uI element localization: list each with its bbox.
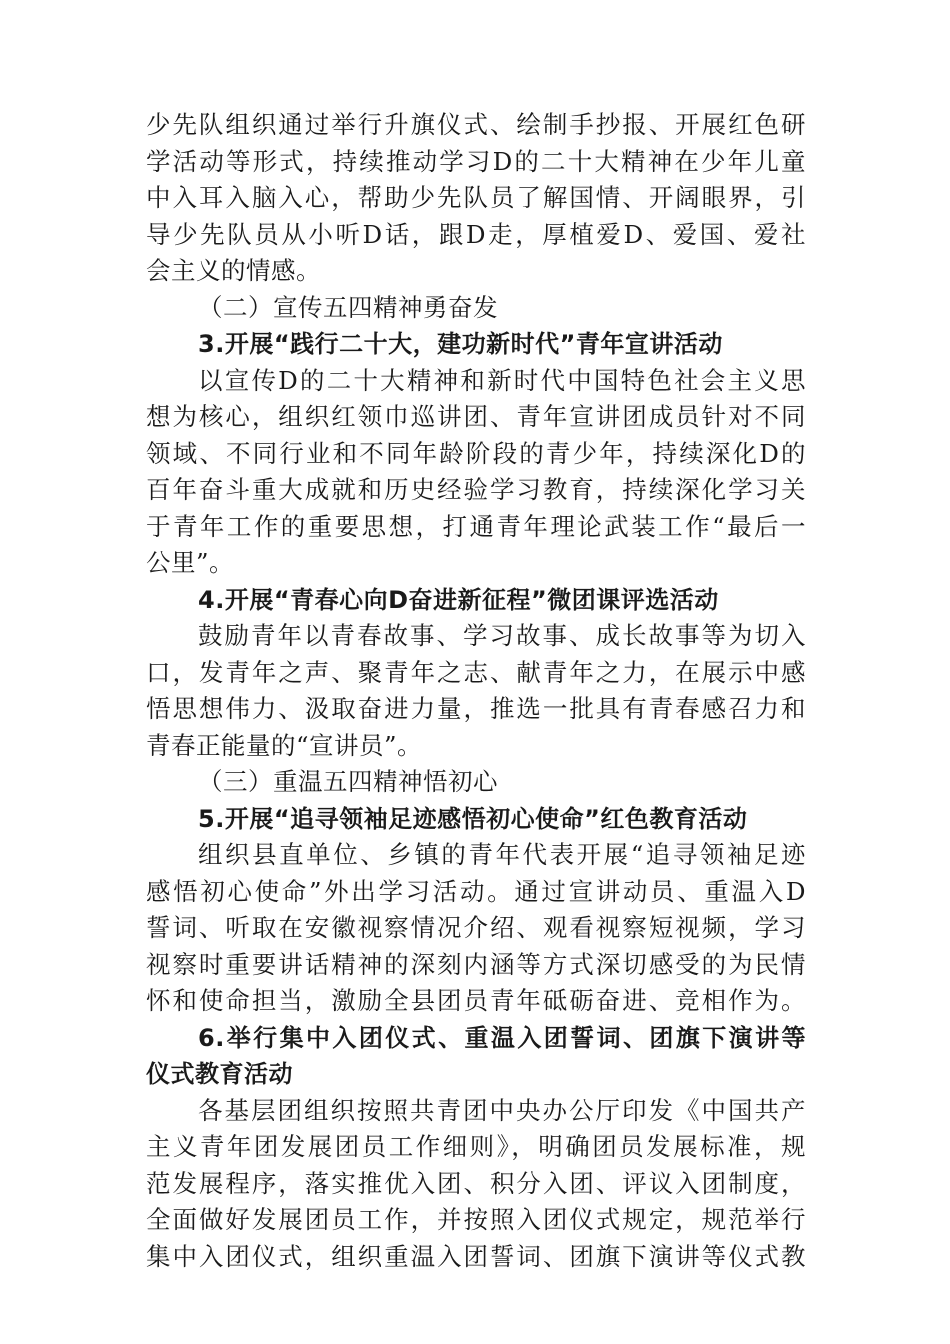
text-line: 百年奋斗重大成就和历史经验学习教育，持续深化学习关 xyxy=(146,475,806,504)
text-line: 怀和使命担当，激励全县团员青年砥砺奋进、竞相作为。 xyxy=(146,986,806,1015)
text-line: 领域、不同行业和不同年龄阶段的青少年，持续深化D的 xyxy=(146,438,806,468)
paragraph xyxy=(146,363,806,582)
text-line: 导少先队员从小听D话，跟D走，厚植爱D、爱国、爱社 xyxy=(146,219,806,249)
heading-text: 仪式教育活动 xyxy=(146,1060,293,1088)
text-line: 口，发青年之声、聚青年之志、献青年之力，在展示中感 xyxy=(146,657,806,687)
subheading-text: （二）宣传五四精神勇奋发 xyxy=(198,292,498,322)
text-line: 全面做好发展团员工作，并按照入团仪式规定，规范举行 xyxy=(146,1205,806,1234)
document-page xyxy=(146,107,806,1275)
paragraph xyxy=(146,837,806,1020)
text-line: 鼓励青年以青春故事、学习故事、成长故事等为切入 xyxy=(198,621,806,650)
text-line: 各基层团组织按照共青团中央办公厅印发《中国共产 xyxy=(198,1095,806,1125)
section-heading xyxy=(146,582,806,619)
section-subheading xyxy=(146,764,806,801)
text-line: 视察时重要讲话精神的深刻内涵等方式深切感受的为民情 xyxy=(146,949,806,979)
heading-text: 5.开展“追寻领袖足迹感悟初心使命”红色教育活动 xyxy=(198,804,748,833)
text-line: 范发展程序，落实推优入团、积分入团、评议入团制度， xyxy=(146,1168,806,1198)
text-line: 悟思想伟力、汲取奋进力量，推选一批具有青春感召力和 xyxy=(146,694,806,723)
heading-text: 4.开展“青春心向D奋进新征程”微团课评选活动 xyxy=(198,585,719,614)
section-heading xyxy=(146,801,806,838)
text-line: 学活动等形式，持续推动学习D的二十大精神在少年儿童 xyxy=(146,146,806,176)
text-line: 少先队组织通过举行升旗仪式、绘制手抄报、开展红色研 xyxy=(146,110,806,139)
section-subheading xyxy=(146,290,806,327)
text-line: 青春正能量的“宣讲员”。 xyxy=(146,730,423,760)
paragraph xyxy=(146,1093,806,1276)
text-line: 主义青年团发展团员工作细则》，明确团员发展标准，规 xyxy=(146,1132,806,1161)
text-line: 以宣传D的二十大精神和新时代中国特色社会主义思 xyxy=(198,365,806,395)
paragraph xyxy=(146,618,806,764)
text-line: 组织县直单位、乡镇的青年代表开展“追寻领袖足迹 xyxy=(198,840,806,869)
text-line: 中入耳入脑入心，帮助少先队员了解国情、开阔眼界，引 xyxy=(146,183,806,212)
subheading-text: （三）重温五四精神悟初心 xyxy=(198,767,498,796)
section-heading xyxy=(146,326,806,363)
text-line: 于青年工作的重要思想，打通青年理论武装工作“最后一 xyxy=(146,511,806,541)
text-line: 感悟初心使命”外出学习活动。通过宣讲动员、重温入D xyxy=(146,876,806,906)
text-line: 想为核心，组织红领巾巡讲团、青年宣讲团成员针对不同 xyxy=(146,402,806,431)
text-line: 会主义的情感。 xyxy=(146,256,321,285)
text-line: 集中入团仪式，组织重温入团誓词、团旗下演讲等仪式教 xyxy=(146,1241,806,1271)
text-line: 誓词、听取在安徽视察情况介绍、观看视察短视频，学习 xyxy=(146,913,806,942)
paragraph xyxy=(146,107,806,290)
text-line: 公里”。 xyxy=(146,548,235,577)
heading-text: 3.开展“践行二十大，建功新时代”青年宣讲活动 xyxy=(198,330,723,358)
section-heading xyxy=(146,1020,806,1093)
heading-text: 6.举行集中入团仪式、重温入团誓词、团旗下演讲等 xyxy=(198,1023,806,1052)
